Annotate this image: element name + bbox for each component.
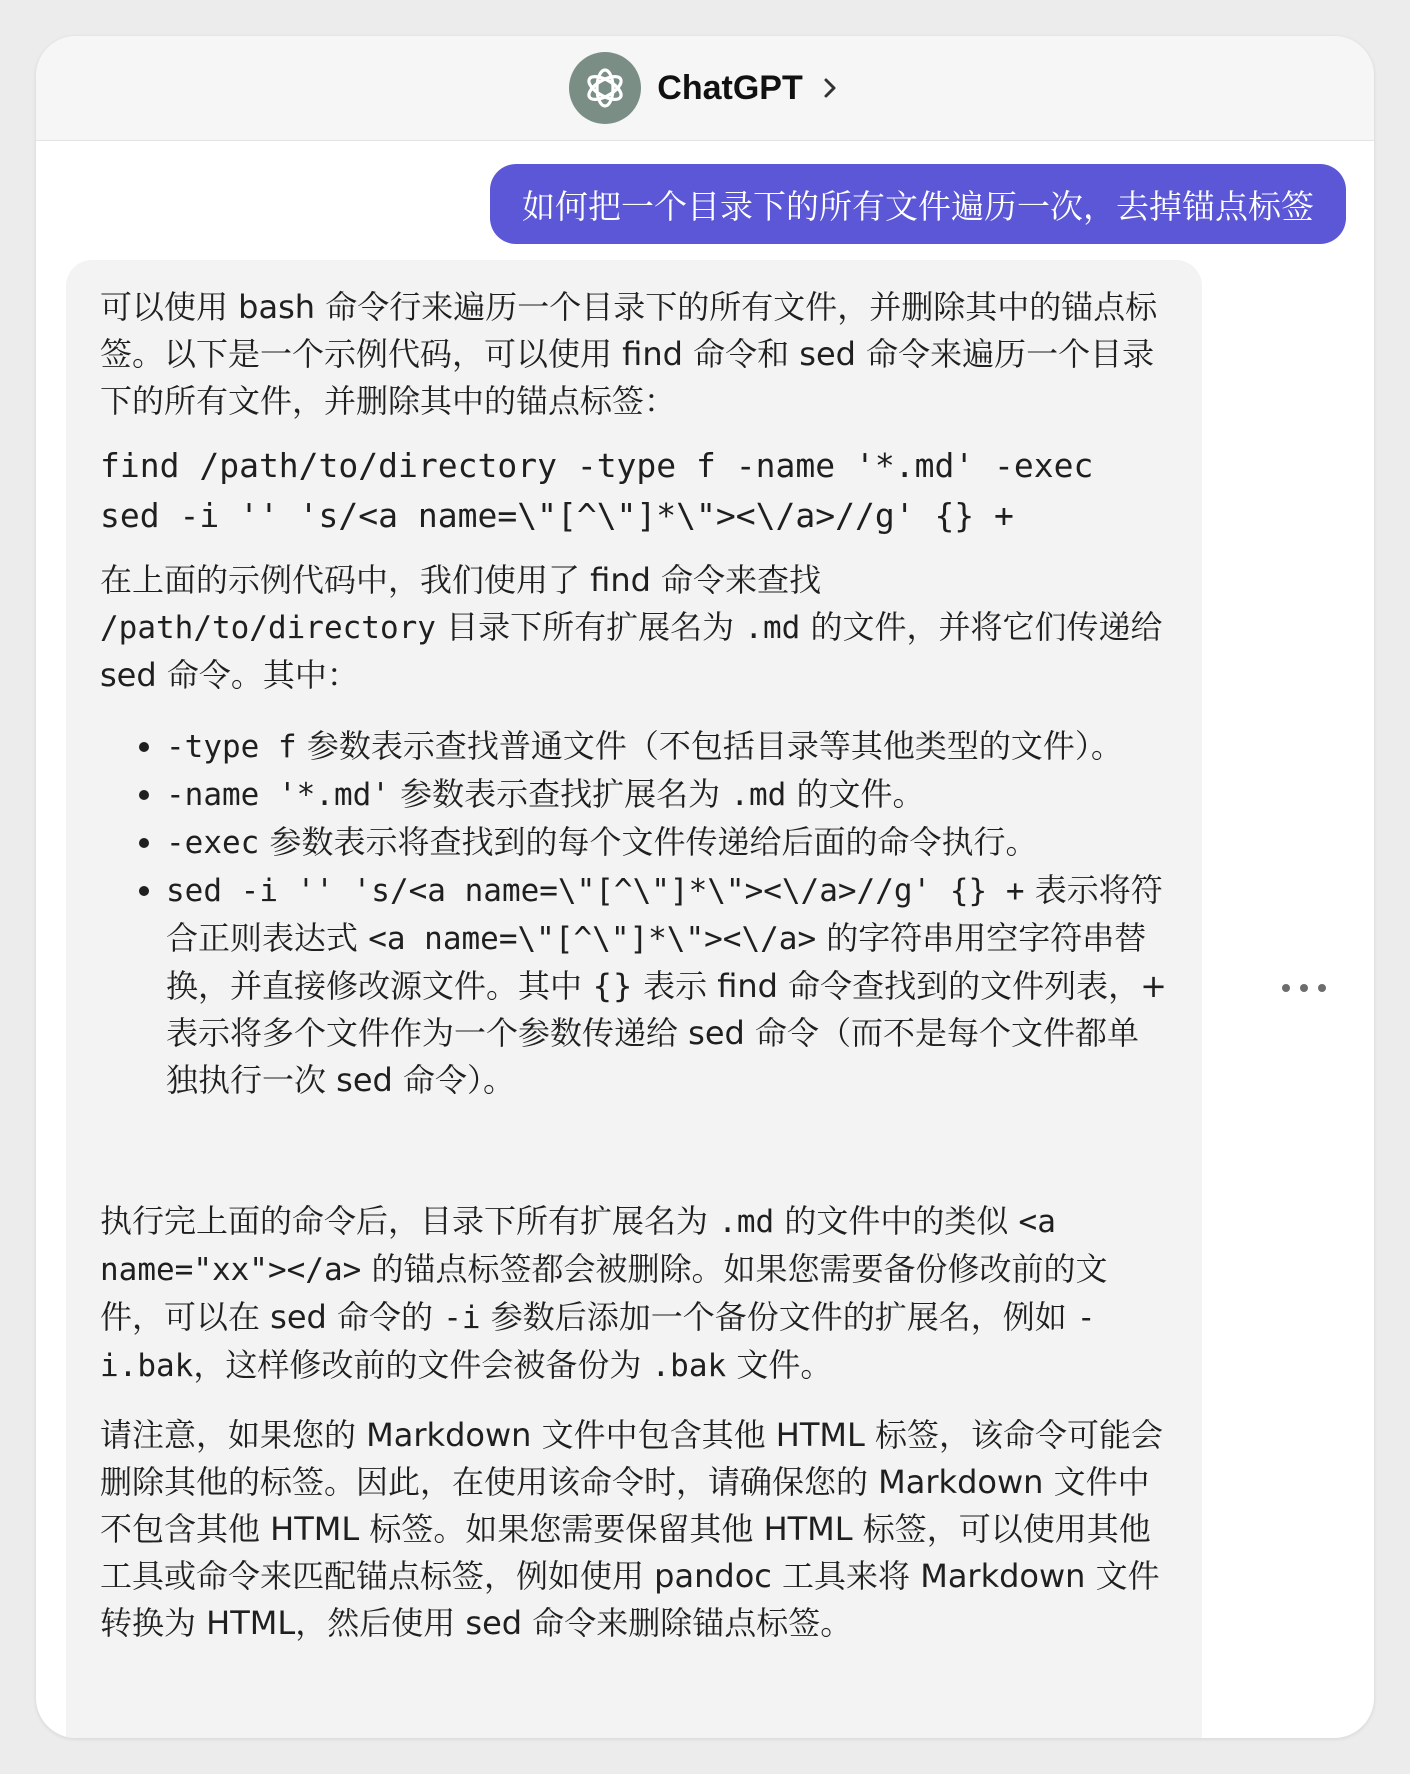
text-span: 的文件。 [786, 775, 925, 813]
inline-code: <a name=\"[^\"]*\"><\/a> [368, 921, 817, 957]
inline-code: -name '*.md' [166, 777, 390, 813]
inline-code: .md [744, 610, 801, 646]
text-span: 的字符串用空字符串替换，并直接修改源文件。其中 {} 表示 find 命令查找到的文件列表，+ 表示将多个文件作为一个参数传递给 sed 命令（而不是每个文件都单独执行一次 sed 命令）。 [166, 919, 1167, 1099]
text-span: 的文件，并将它们传递给 sed 命令。其中： [100, 608, 1163, 694]
list-item [166, 771, 1168, 819]
text-span: 参数表示查找扩展名为 [389, 775, 731, 813]
text-span: 执行完上面的命令后，目录下所有扩展名为 [100, 1202, 719, 1240]
assistant-message [66, 260, 1202, 1738]
inline-code: <a name="xx"></a> [100, 1204, 1056, 1288]
text-span: 参数表示将查找到的每个文件传递给后面的命令执行。 [259, 823, 1038, 861]
inline-code: -exec [166, 825, 260, 861]
inline-code: -i.bak [100, 1300, 1096, 1384]
list-item [166, 867, 1168, 1104]
text-span: 在上面的示例代码中，我们使用了 find 命令来查找 [100, 561, 822, 599]
text-span: 表示将符合正则表达式 [166, 871, 1163, 957]
dot [1300, 984, 1308, 992]
note-paragraph: 请注意，如果您的 Markdown 文件中包含其他 HTML 标签，该命令可能会删除其他的标签。因此，在使用该命令时，请确保您的 Markdown 文件中不包含其他 HTML 标签。如果您需要保留其他 HTML 标签，可以使用其他工具或命令来匹配锚点标签，例如使用 pandoc 工具来将 Markdown 文件转换为 HTML，然后使用 sed 命令来删除锚点标签。 [100, 1416, 1163, 1642]
text-span: ，这样修改前的文件会被备份为 [193, 1346, 652, 1384]
chat-header[interactable] [36, 36, 1374, 141]
chevron-right-icon[interactable] [819, 77, 841, 99]
text-span: 文件。 [726, 1346, 833, 1384]
intro-paragraph: 可以使用 bash 命令行来遍历一个目录下的所有文件，并删除其中的锚点标签。以下是一个示例代码，可以使用 find 命令和 sed 命令来遍历一个目录下的所有文件，并删除其中的锚点标签： [100, 288, 1158, 420]
text-span: 参数后添加一个备份文件的扩展名，例如 [480, 1298, 1077, 1336]
inline-code: /path/to/directory [100, 610, 436, 646]
explain-paragraph [100, 557, 1168, 699]
text-span: 参数表示查找普通文件（不包括目录等其他类型的文件）。 [296, 727, 1123, 765]
user-message: 如何把一个目录下的所有文件遍历一次，去掉锚点标签 [490, 164, 1346, 244]
more-horizontal-icon[interactable] [1282, 982, 1326, 994]
chat-window [36, 36, 1374, 1738]
inline-code: .md [718, 1204, 775, 1240]
list-item [166, 723, 1168, 771]
spacer [100, 1104, 1168, 1198]
inline-code: sed -i '' 's/<a name=\"[^\"]*\"><\/a>//g' {} + [166, 873, 1025, 909]
text-span: 目录下所有扩展名为 [435, 608, 745, 646]
text-span: 的锚点标签都会被删除。如果您需要备份修改前的文件，可以在 sed 命令的 [100, 1250, 1108, 1336]
list-item [166, 819, 1168, 867]
inline-code: .bak [651, 1348, 727, 1384]
code-block: find /path/to/directory -type f -name '*.md' -exec sed -i '' 's/<a name=\"[^\"]*\"><\/a>//g' {} + [100, 446, 1114, 535]
text-span: 的文件中的类似 [774, 1202, 1019, 1240]
spacer [100, 1390, 1168, 1412]
inline-code: .md [730, 777, 787, 813]
inline-code: -i [443, 1300, 481, 1336]
bullet-list [100, 723, 1168, 1104]
openai-logo-icon [569, 52, 641, 124]
page-title: ChatGPT [657, 68, 803, 107]
backup-paragraph [100, 1198, 1168, 1390]
dot [1282, 984, 1290, 992]
dot [1318, 984, 1326, 992]
inline-code: -type f [166, 729, 297, 765]
